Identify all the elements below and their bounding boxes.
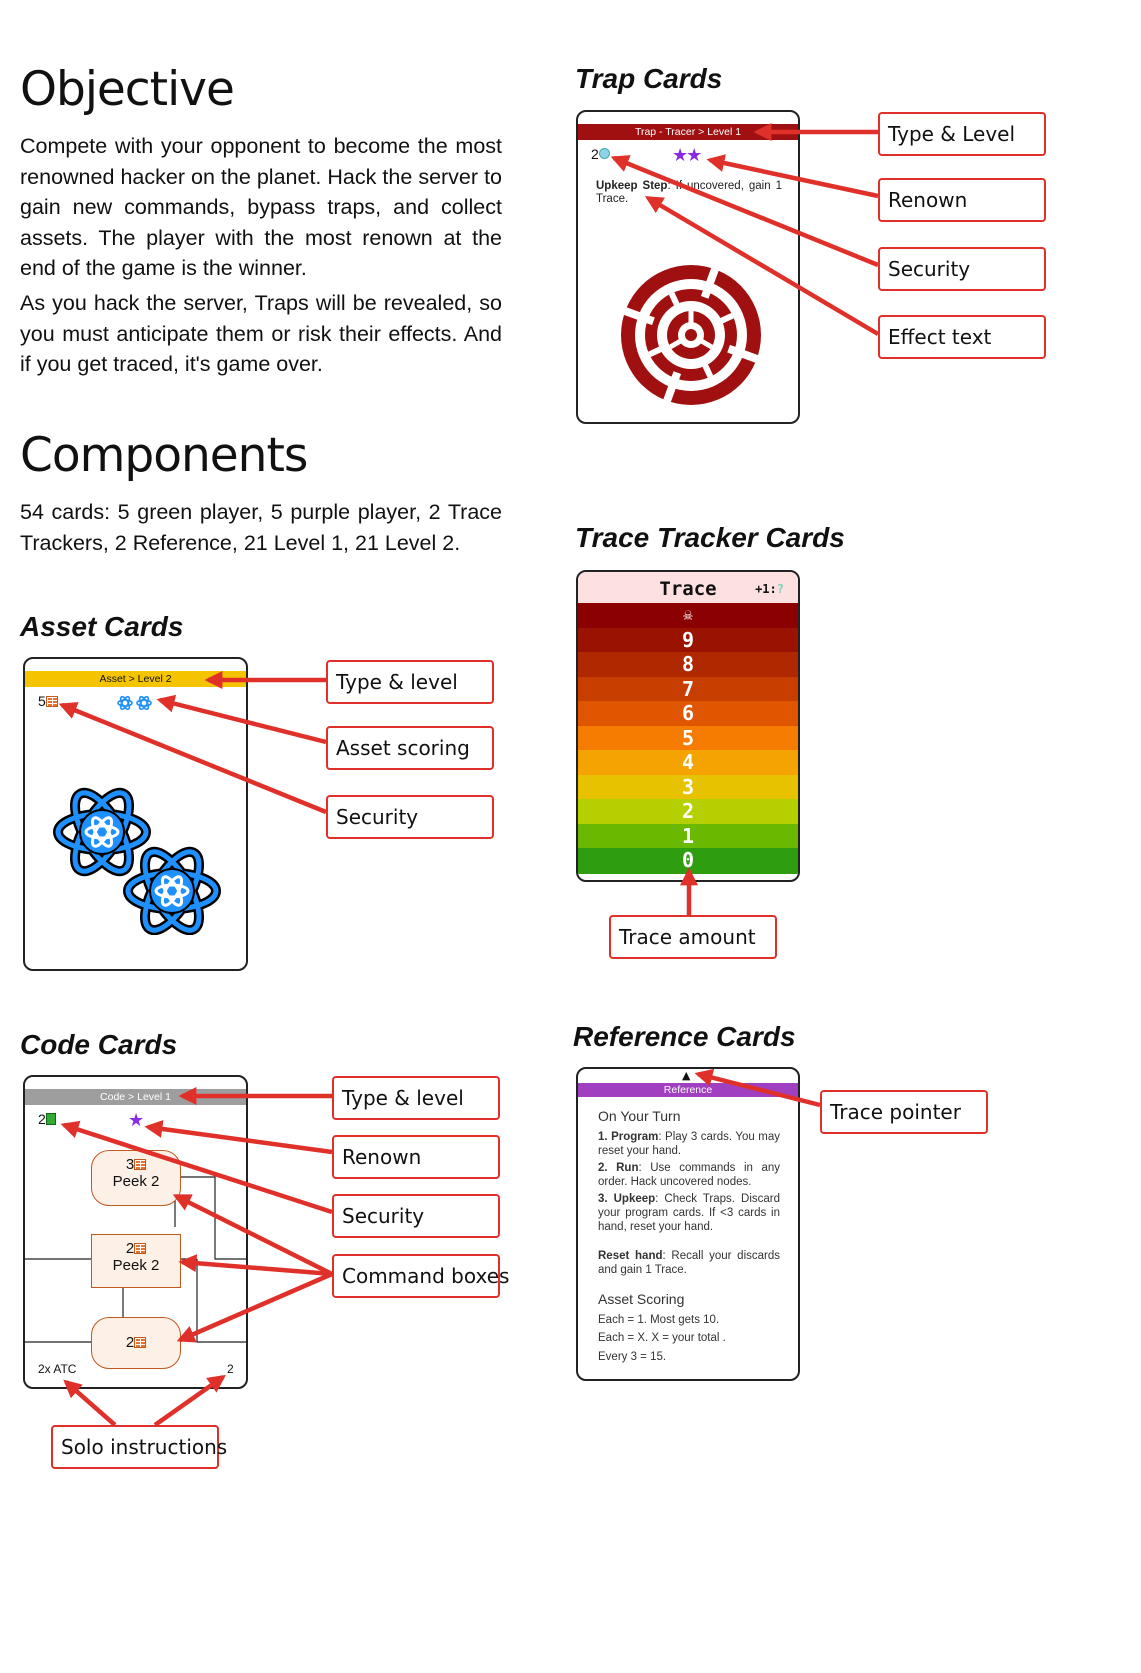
asset-security-value: 5 [38,693,46,709]
trace-level-skull: ☠ [578,603,798,629]
step-bold: 2. Run [598,1162,639,1174]
trace-header-title: Trace [659,578,717,600]
components-paragraph: 54 cards: 5 green player, 5 purple player, 2 Trace Trackers, 2 Reference, 21 Level 1, 21 Level 2. [20,500,502,555]
command-cost: 2 [125,1240,135,1257]
command-text: Peek 2 [112,1257,160,1274]
code-label-type: Type & level [332,1076,500,1120]
asset-atoms-illustration [47,785,227,935]
code-security-value: 2 [38,1111,46,1127]
atom-icon [128,844,216,935]
command-box [91,1150,181,1206]
reference-card [576,1067,800,1381]
tracker-label-amount: Trace amount [609,915,777,959]
atom-icon [118,695,132,710]
step-bold: 3. Upkeep [598,1193,656,1205]
code-label-command-boxes: Command boxes [332,1254,500,1298]
trap-cards-heading: Trap Cards [575,63,723,94]
code-label-solo: Solo instructions [51,1425,219,1469]
reference-cards-heading: Reference Cards [573,1021,796,1052]
trap-card [576,110,800,424]
trace-level: 7 [578,677,798,703]
step-text: : Play 3 cards. You may reset your hand. [598,1131,780,1157]
asset-scoring-icons [117,695,157,711]
step-bold: 1. Program [598,1131,659,1143]
trace-level: 6 [578,701,798,727]
command-box [91,1317,181,1369]
trace-plus-one: +1: [755,582,777,596]
objective-heading: Objective [20,62,234,117]
components-heading: Components [20,428,308,483]
reference-scoring-line-1: Each = 1. Most gets 10. [598,1314,720,1326]
asset-label-scoring: Asset scoring [326,726,494,770]
brick-icon [134,1159,146,1170]
trap-label-renown: Renown [878,178,1046,222]
code-label-security: Security [332,1194,500,1238]
objective-paragraph-2: As you hack the server, Traps will be revealed, so you must anticipate them or risk their effects. And if you get traced, it's game over. [20,291,502,376]
solo-instruction-left: 2x ATC [38,1362,77,1376]
brick-icon [134,1243,146,1254]
objective-paragraph-1: Compete with your opponent to become the most renowned hacker on the planet. Hack the server to gain new commands, bypass traps, and collect assets. The player with the most renown at the end of the game is the winner. [20,134,502,280]
trap-card-type-bar: Trap - Tracer > Level 1 [578,124,798,140]
trap-label-type: Type & Level [878,112,1046,156]
reference-turn-title: On Your Turn [598,1108,681,1124]
trace-tracker-card [576,570,800,882]
command-box [91,1234,181,1288]
trace-tracker-heading: Trace Tracker Cards [575,522,845,553]
brick-icon [134,1337,146,1348]
trap-label-security: Security [878,247,1046,291]
step-text: : Use commands in any order. Hack uncovered nodes. [598,1162,780,1188]
target-emblem-icon [618,262,764,408]
trace-level: 9 [578,628,798,654]
trace-header-right [755,572,784,606]
command-cost: 2 [125,1334,135,1351]
trap-label-effect: Effect text [878,315,1046,359]
trap-effect-text [596,180,782,206]
trace-level: 3 [578,775,798,801]
atom-icon [58,785,146,879]
code-card-type-bar: Code > Level 1 [25,1089,246,1105]
trace-pointer-icon: ▲ [682,1069,691,1082]
star-icon: ★ [128,1110,145,1131]
reference-scoring-line-2: Each = X. X = your total . [598,1332,726,1344]
code-card [23,1075,248,1389]
reference-scoring-title: Asset Scoring [598,1291,685,1307]
reference-card-bar: Reference [578,1083,798,1097]
asset-card-security [38,693,58,709]
asset-label-security: Security [326,795,494,839]
code-label-renown: Renown [332,1135,500,1179]
reference-reset [598,1249,780,1277]
atom-icon [137,695,151,710]
reset-text: : Recall your discards and gain 1 Trace. [598,1250,780,1276]
command-text: Peek 2 [112,1173,160,1190]
brick-icon [46,696,58,707]
trap-card-security [591,146,610,162]
asset-card [23,657,248,971]
trap-effect-bold: Upkeep Step [596,180,668,192]
asset-label-type: Type & level [326,660,494,704]
trace-level: 2 [578,799,798,825]
trace-header [578,572,798,603]
solo-instruction-right: 2 [227,1362,234,1376]
step-text: : Check Traps. Discard your program cards. If <3 cards in hand, reset your hand. [598,1193,780,1233]
reference-label-pointer: Trace pointer [820,1090,988,1134]
trace-level: 1 [578,824,798,850]
star-icon: ★★ [672,145,701,166]
command-cost: 3 [125,1156,135,1173]
trace-level: 4 [578,750,798,776]
reference-step-1 [598,1130,780,1158]
trace-level: 0 [578,848,798,874]
question-icon: ? [776,582,784,596]
code-cards-heading: Code Cards [20,1029,178,1060]
reset-bold: Reset hand [598,1250,663,1262]
trace-level: 8 [578,652,798,678]
trap-effect-body: : If uncovered, gain 1 Trace. [596,180,782,205]
trap-security-value: 2 [591,146,599,162]
chip-icon [599,148,610,159]
reference-step-2 [598,1161,780,1189]
asset-cards-heading: Asset Cards [20,611,184,642]
trace-level: 5 [578,726,798,752]
reference-scoring-line-3: Every 3 = 15. [598,1351,667,1363]
reference-step-3 [598,1192,780,1234]
asset-card-type-bar: Asset > Level 2 [25,671,246,687]
